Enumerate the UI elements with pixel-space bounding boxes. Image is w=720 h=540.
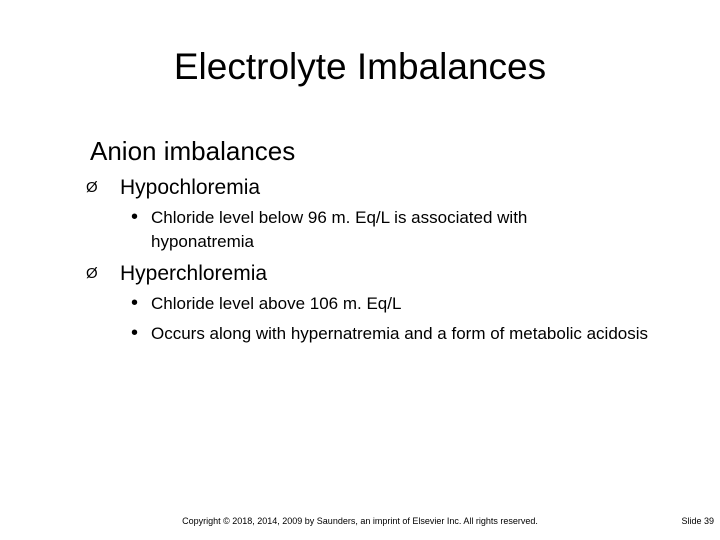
- bullet-text: Chloride level above 106 m. Eq/L: [151, 294, 402, 313]
- slide-title: Electrolyte Imbalances: [173, 46, 547, 87]
- bullet-anion-imbalances: [38, 136, 295, 166]
- dot-bullet-icon: •: [131, 206, 139, 228]
- arrow-bullet-icon: Ø: [86, 265, 98, 282]
- bullet-hyperchloremia-occurs: [131, 322, 671, 346]
- bullet-hypochloremia-detail: [131, 206, 591, 254]
- subheading-text: Hypochloremia: [120, 176, 261, 199]
- bullet-text: Chloride level below 96 m. Eq/L is associated with hyponatremia: [151, 208, 528, 251]
- bullet-text: Occurs along with hypernatremia and a form of metabolic acidosis: [151, 324, 649, 343]
- arrow-bullet-icon: Ø: [86, 179, 98, 196]
- bullet-hyperchloremia-level: [131, 292, 691, 316]
- slide-number: Slide 39: [681, 516, 714, 526]
- subheading-hypochloremia: [86, 176, 260, 200]
- subheading-hyperchloremia: [86, 262, 267, 286]
- dot-bullet-icon: •: [131, 292, 139, 314]
- dot-bullet-icon: •: [131, 322, 139, 344]
- footer-copyright: Copyright © 2018, 2014, 2009 by Saunders, an imprint of Elsevier Inc. All rights reserved.: [182, 516, 538, 526]
- subheading-text: Hyperchloremia: [120, 262, 268, 285]
- bullet-text: Anion imbalances: [90, 136, 296, 166]
